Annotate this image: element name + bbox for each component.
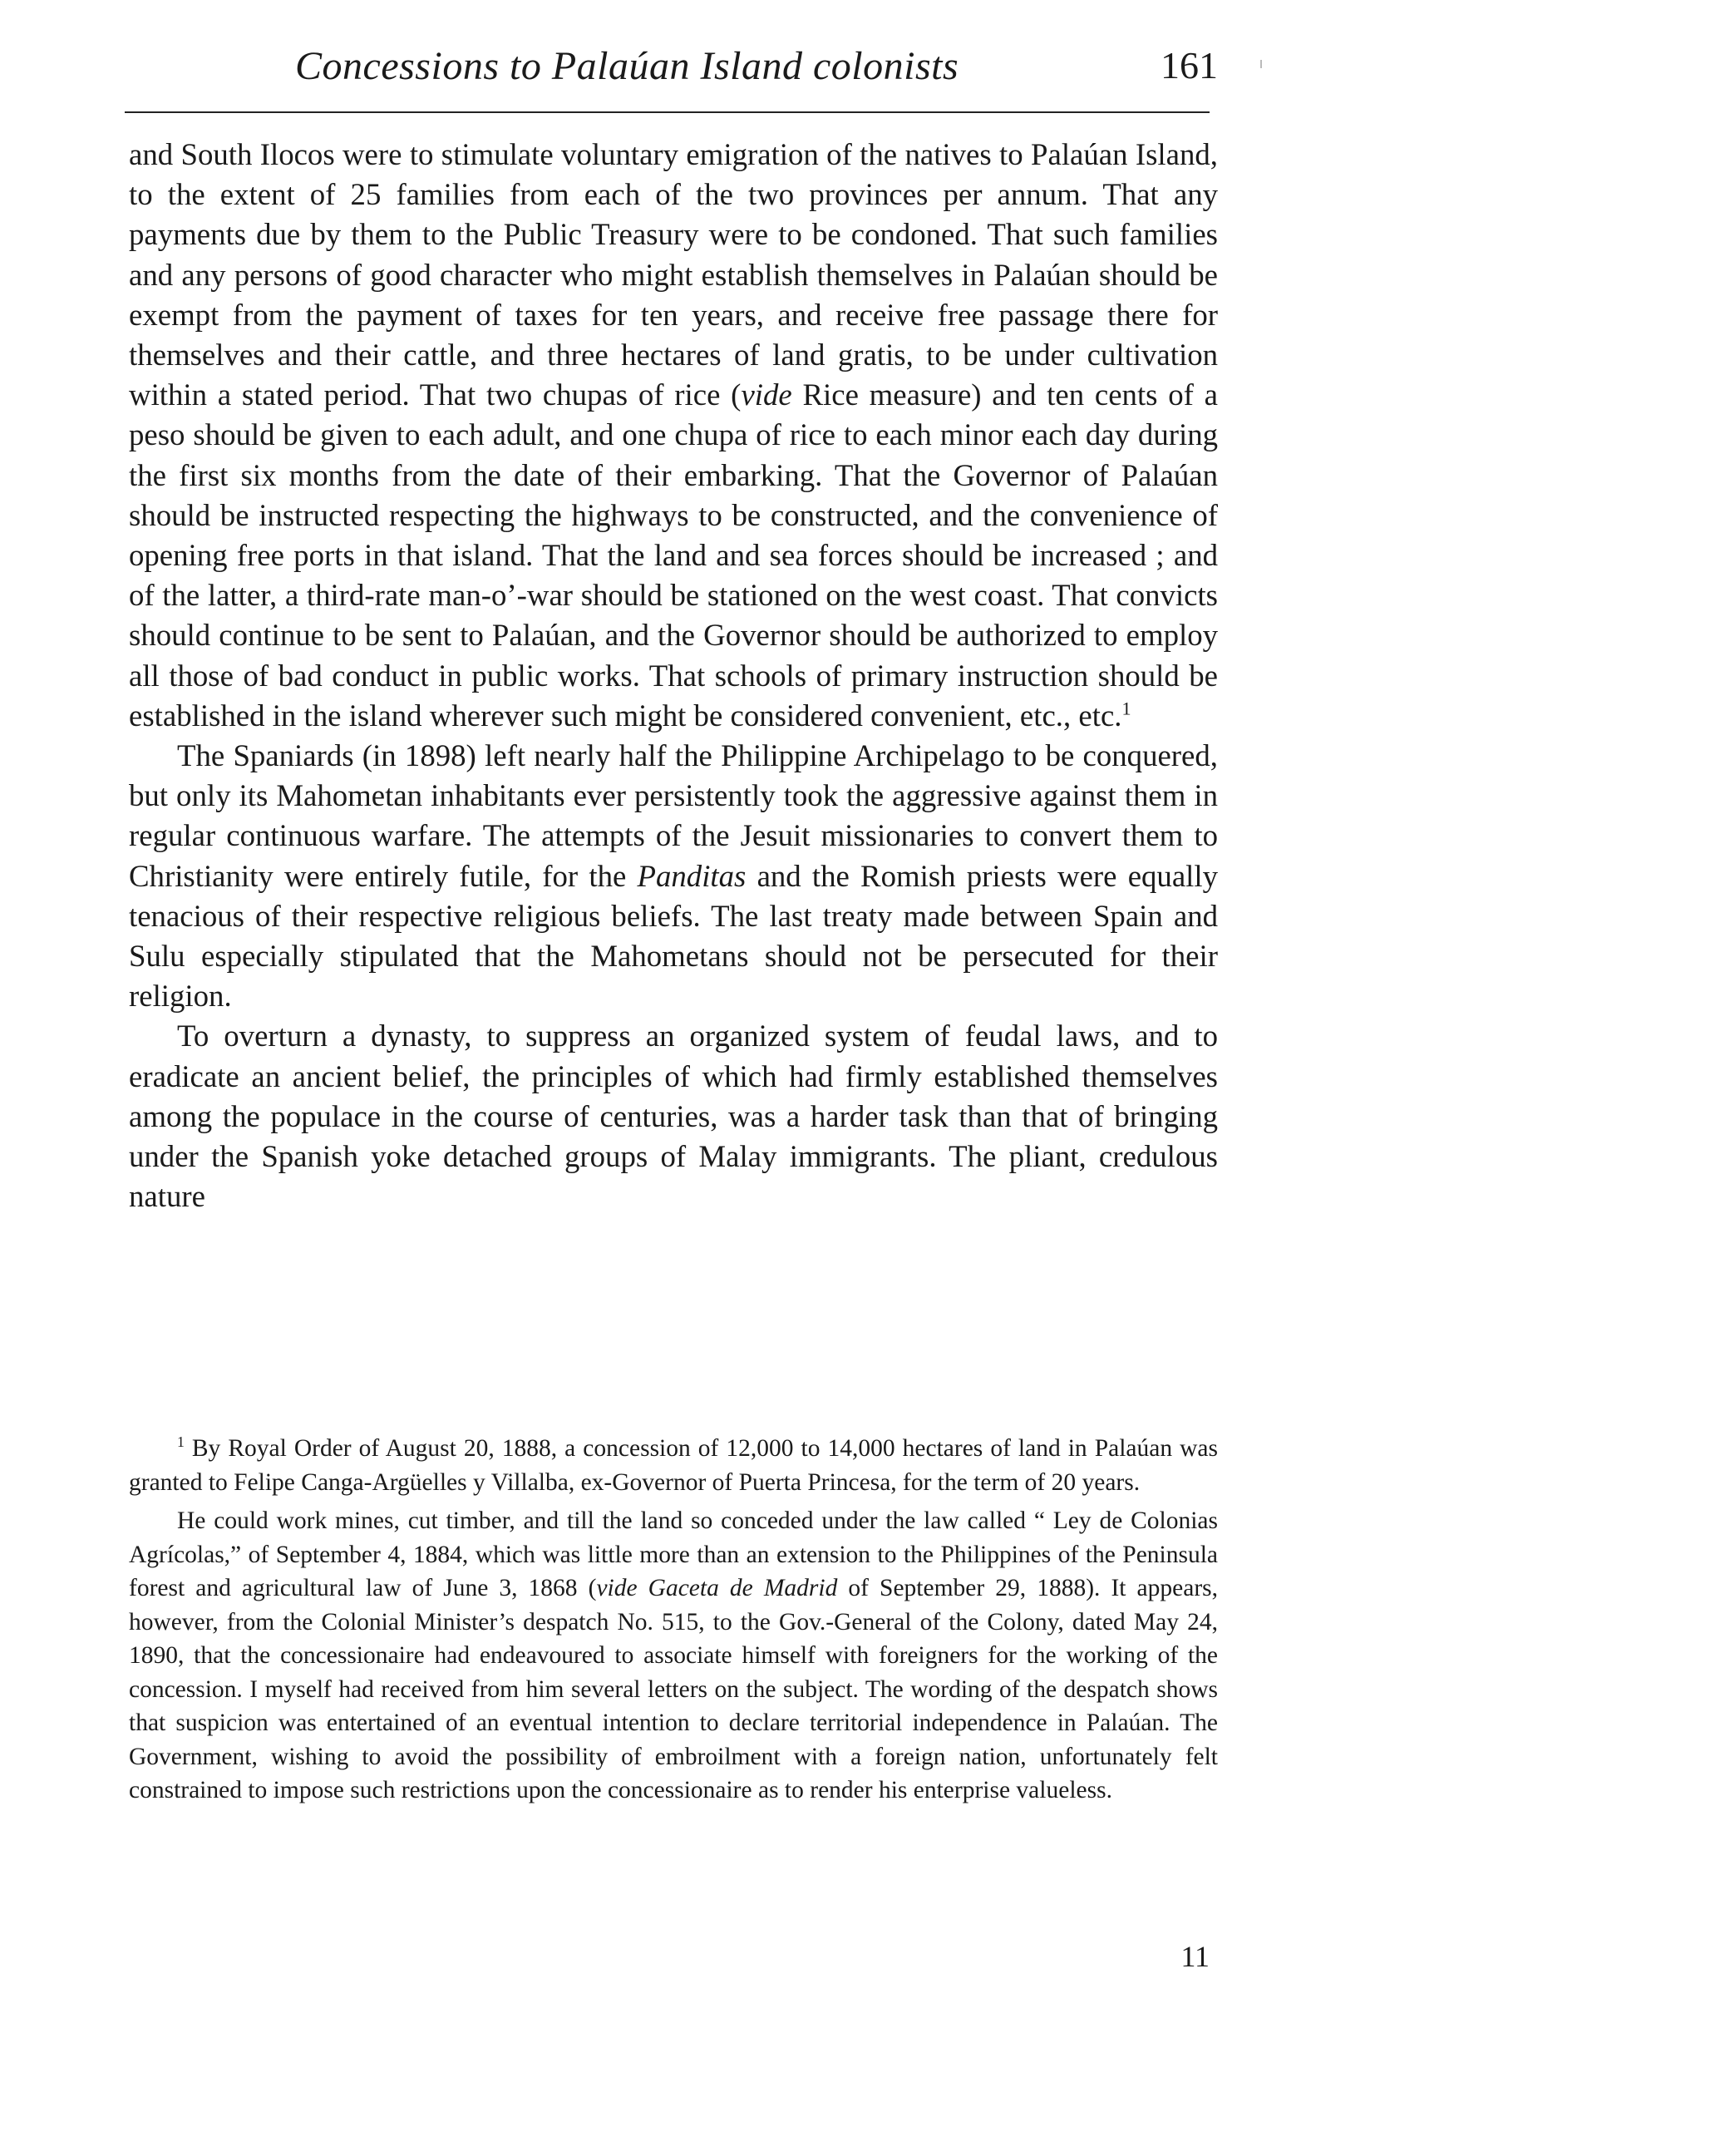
running-header (129, 43, 1218, 101)
paragraph-1 (129, 135, 1218, 736)
footnote-reference: 1 (1121, 698, 1131, 719)
margin-mark (1260, 60, 1262, 68)
running-title: Concessions to Palaúan Island colonists (295, 44, 959, 88)
footnote-1-continued (129, 1504, 1218, 1808)
paragraph-1-italic: vide (741, 377, 792, 412)
footnote-1 (129, 1432, 1218, 1499)
paragraph-1-text-a: and South Ilocos were to stimulate voluntary emigration of the natives to Palaúan Island, to the extent of 25 families from each of the two provinces per annum. That any payments due by them to the Public Treasury were to be condoned. That such families and any persons of good character who might establish themselves in Palaúan should be exempt from the payment of taxes for ten years, and receive free passage there for themselves and their cattle, and three hectares of land gratis, to be under cultivation within a stated period. That two chupas of rice ( (129, 137, 1218, 412)
footnote-2-italic: vide Gaceta de Madrid (596, 1575, 838, 1601)
paragraph-2 (129, 736, 1218, 1016)
signature-mark: 11 (1180, 1940, 1210, 1973)
paragraph-3: To overturn a dynasty, to suppress an organized system of feudal laws, and to eradicate an ancient belief, the principles of which had firmly established themselves among the populace in the course of centuries, was a harder task than that of bringing under the Spanish yoke detached groups of Malay immigrants. The pliant, credulous nature (129, 1019, 1218, 1214)
footnote-1-marker: 1 (177, 1433, 185, 1451)
paragraph-2-italic: Panditas (637, 858, 747, 893)
paragraph-1-text-c: Rice measure) and ten cents of a peso should be given to each adult, and one chupa of rice to each minor each day during the first six months from the date of their embarking. That the Governor of Palaúan should be instructed respecting the highways to be constructed, and the convenience of opening free ports in that island. That the land and sea forces should be increased ; and of the latter, a third-rate man-o’-war should be stationed on the west coast. That convicts should continue to be sent to Palaúan, and the Governor should be authorized to employ all those of bad conduct in public works. That schools of primary instruction should be established in the island wherever such might be considered convenient, etc., etc. (129, 377, 1219, 733)
book-page (129, 0, 1218, 2156)
paragraph-2-text-c: and the Romish priests were equally tenacious of their respective religious beliefs. The last treaty made between Spain and Sulu especially stipulated that the Mahometans should not be persecuted for their religion. (129, 858, 1219, 1014)
main-text (129, 135, 1218, 1216)
header-rule (125, 111, 1210, 113)
page-number: 161 (1161, 44, 1218, 86)
paragraph-2-text-a: The Spaniards (in 1898) left nearly half the Philippine Archipelago to be conquered, but only its Mahometan inhabitants ever persistently took the aggressive against them in regular continuous warfare. The attempts of the Jesuit missionaries to convert them to Christianity were entirely futile, for the (129, 738, 1218, 893)
footnotes (129, 1432, 1218, 1808)
footnote-1-text: By Royal Order of August 20, 1888, a concession of 12,000 to 14,000 hectares of land in Palaúan was granted to Felipe Canga-Argüelles y Villalba, ex-Governor of Puerta Princesa, for the term of 20 years. (129, 1435, 1218, 1496)
footnote-2-text-c: of September 29, 1888). It appears, however, from the Colonial Minister’s despatch No. 515, to the Gov.-General of the Colony, dated May 24, 1890, that the concessionaire had endeavoured to associate himself with foreigners for the working of the concession. I myself had received from him several letters on the subject. The wording of the despatch shows that suspicion was entertained of an eventual intention to declare territorial independence in Palaúan. The Government, wishing to avoid the possibility of embroilment with a foreign nation, unfortunately felt constrained to impose such restrictions upon the concessionaire as to render his enterprise valueless. (129, 1575, 1219, 1803)
footnote-2-text-a: He could work mines, cut timber, and till the land so conceded under the law called “ Ley de Colonias Agrícolas,” of September 4, 1884, which was little more than an extension to the Philippines of the Peninsula forest and agricultural law of June 3, 1868 ( (129, 1507, 1218, 1601)
